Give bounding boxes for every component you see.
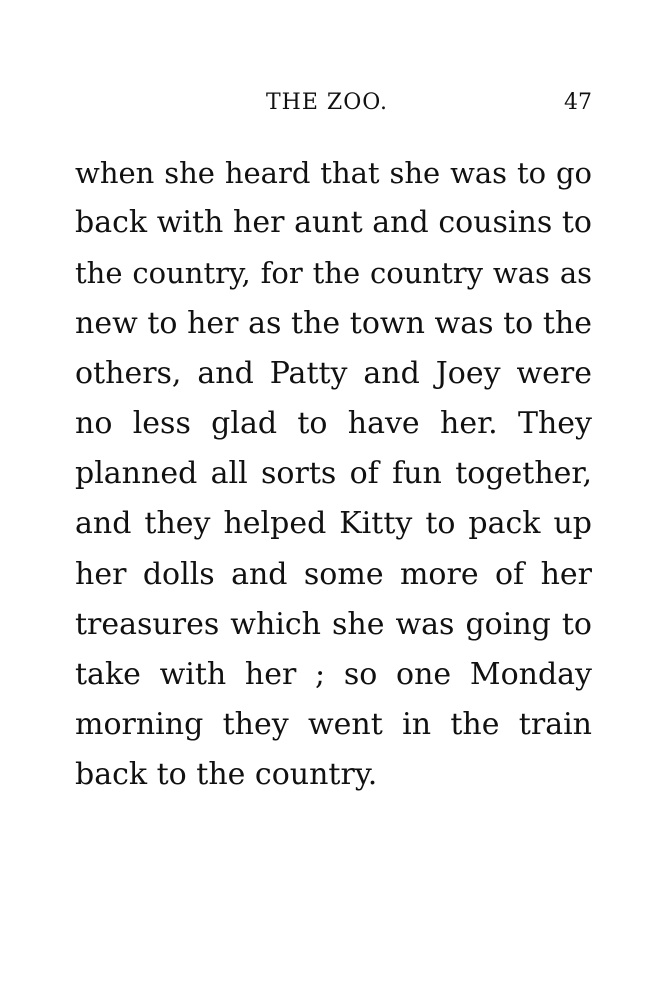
text-line: her dolls and some more of her — [75, 556, 592, 592]
text-line: new to her as the town was to the — [75, 305, 592, 341]
running-title: THE ZOO. — [266, 90, 388, 115]
text-line: morning they went in the train — [75, 707, 592, 743]
body-text — [75, 148, 592, 800]
text-line: and they helped Kitty to pack up — [75, 506, 592, 542]
text-line: others, and Patty and Joey were — [75, 355, 592, 391]
page-number: 47 — [564, 90, 592, 115]
running-head — [75, 88, 592, 118]
text-line: treasures which she was going to — [75, 606, 592, 642]
text-line: the country, for the country was as — [75, 256, 592, 291]
text-line: when she heard that she was to go — [75, 156, 592, 190]
text-line: planned all sorts of fun together, — [75, 456, 592, 492]
text-line: back to the country. — [75, 757, 378, 793]
text-line: back with her aunt and cousins to — [75, 205, 592, 241]
text-line: take with her ; so one Monday — [75, 656, 592, 692]
text-line: no less glad to have her. They — [75, 405, 592, 441]
